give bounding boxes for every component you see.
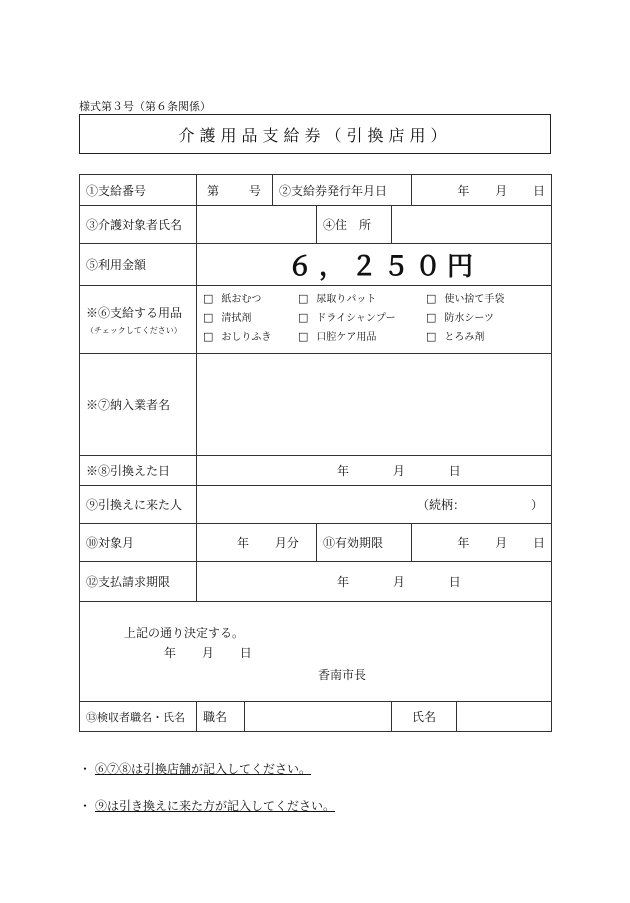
decision-cell [80, 602, 552, 702]
inspector-label: ⑬検収者職名・氏名 [80, 702, 197, 732]
checkbox-item[interactable] [203, 328, 298, 343]
month-text: 月 [495, 536, 508, 550]
year-text: 年 [337, 575, 350, 589]
address-label: ④住 所 [317, 206, 392, 244]
bullet: ・ [79, 799, 92, 813]
bullet: ・ [79, 762, 92, 776]
post-field[interactable] [245, 702, 392, 732]
exchange-date-field[interactable] [197, 456, 552, 486]
row-vendor [80, 354, 552, 456]
checkbox-icon[interactable]: □ [298, 292, 309, 305]
form-number-label: 様式第３号（第６条関係） [79, 100, 211, 113]
month-text: 月 [392, 575, 405, 589]
year-text: 年 [457, 536, 470, 550]
vendor-field[interactable] [197, 354, 552, 456]
month-text: 月 [201, 646, 214, 660]
decision-date [164, 644, 252, 661]
voucher-table [79, 174, 552, 732]
supply-number-field[interactable] [197, 175, 273, 206]
checkbox-icon[interactable]: □ [426, 311, 437, 324]
year-text: 年 [237, 536, 250, 550]
row-amount [80, 244, 552, 286]
row-supplies [80, 286, 552, 354]
year-text: 年 [457, 183, 470, 198]
note-text: ⑥⑦⑧は引換店舗が記入してください。 [95, 762, 312, 776]
mayor-title: 香南市長 [318, 668, 367, 682]
collector-field[interactable] [197, 486, 552, 524]
item-label: 口腔ケア用品 [316, 332, 377, 343]
amount-value: ６，２５０円 [197, 244, 552, 286]
target-month-field[interactable] [197, 524, 317, 562]
dai-text: 第 [207, 183, 220, 198]
row-collector [80, 486, 552, 524]
item-label: おしりふき [221, 332, 272, 343]
checkbox-item[interactable] [298, 328, 426, 343]
checkbox-item[interactable] [426, 328, 521, 343]
supplies-label: ※⑥支給する用品 [86, 305, 183, 320]
vendor-label: ※⑦納入業者名 [80, 354, 197, 456]
checkbox-item[interactable] [426, 290, 521, 305]
checkbox-icon[interactable]: □ [426, 330, 437, 343]
expiry-field[interactable] [412, 524, 552, 562]
year-text: 年 [337, 464, 350, 478]
day-text: 日 [239, 646, 252, 660]
checkbox-icon[interactable]: □ [203, 330, 214, 343]
year-text: 年 [164, 646, 177, 660]
row-care-recipient [80, 206, 552, 244]
checkbox-item[interactable] [426, 309, 521, 324]
checkbox-icon[interactable]: □ [426, 292, 437, 305]
payment-deadline-label: ⑫支払請求期限 [80, 562, 197, 602]
supplies-checklist [197, 286, 552, 354]
expiry-label: ⑪有効期限 [317, 524, 412, 562]
month-text: 月 [392, 464, 405, 478]
item-label: ドライシャンプー [316, 313, 396, 324]
item-label: 使い捨て手袋 [444, 294, 505, 305]
note-text: ⑨は引き換えに来た方が記入してください。 [95, 799, 336, 813]
target-month-label: ⑩対象月 [80, 524, 197, 562]
issue-date-field[interactable] [412, 175, 552, 206]
name-label: 氏名 [392, 702, 457, 732]
checkbox-icon[interactable]: □ [203, 292, 214, 305]
address-field[interactable] [392, 206, 552, 244]
checkbox-icon[interactable]: □ [203, 311, 214, 324]
go-text: 号 [248, 183, 261, 198]
relation-text: （続柄： ） [417, 498, 544, 512]
supply-number-label: ①支給番号 [80, 175, 197, 206]
day-text: 日 [448, 464, 461, 478]
month-text: 月 [495, 183, 508, 198]
day-text: 日 [533, 536, 546, 550]
row-payment-deadline [80, 562, 552, 602]
checkbox-item[interactable] [203, 290, 298, 305]
recipient-name-field[interactable] [197, 206, 317, 244]
note-2 [79, 797, 335, 814]
amount-label: ⑤利用金額 [80, 244, 197, 286]
item-label: とろみ剤 [444, 332, 485, 343]
day-text: 日 [448, 575, 461, 589]
row-supply-number [80, 175, 552, 206]
decision-text: 上記の通り決定する。 [124, 626, 245, 640]
row-decision [80, 602, 552, 702]
checkbox-item[interactable] [203, 309, 298, 324]
payment-deadline-field[interactable] [197, 562, 552, 602]
collector-label: ⑨引換えに来た人 [80, 486, 197, 524]
month-part-text: 月分 [274, 536, 299, 550]
exchange-date-label: ※⑧引換えた日 [80, 456, 197, 486]
row-exchange-date [80, 456, 552, 486]
checkbox-icon[interactable]: □ [298, 330, 309, 343]
checkbox-item[interactable] [298, 290, 426, 305]
issue-date-label: ②支給券発行年月日 [273, 175, 412, 206]
supplies-sublabel: （チェックしてください） [86, 325, 182, 335]
item-label: 防水シーツ [444, 313, 495, 324]
recipient-name-label: ③介護対象者氏名 [80, 206, 197, 244]
item-label: 尿取りパット [316, 294, 377, 305]
note-1 [79, 760, 311, 777]
form-title: 介護用品支給券（引換店用） [79, 114, 551, 154]
item-label: 清拭剤 [221, 313, 252, 324]
checkbox-icon[interactable]: □ [298, 311, 309, 324]
row-inspector [80, 702, 552, 732]
post-label: 職名 [197, 702, 245, 732]
name-field[interactable] [457, 702, 552, 732]
day-text: 日 [533, 183, 546, 198]
checkbox-item[interactable] [298, 309, 426, 324]
item-label: 紙おむつ [221, 294, 262, 305]
row-target-month [80, 524, 552, 562]
supplies-label-cell [80, 286, 197, 354]
